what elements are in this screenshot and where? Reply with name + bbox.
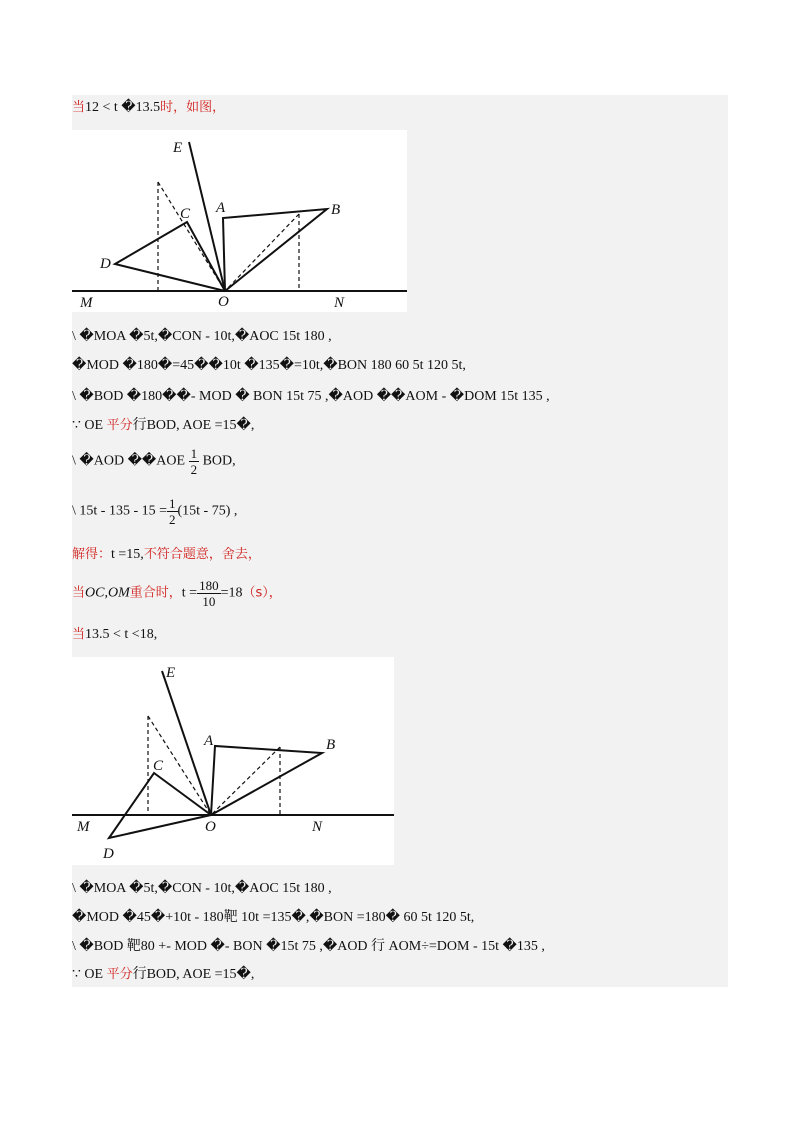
triangle-ocd <box>115 222 225 291</box>
label-d: D <box>100 256 111 272</box>
label-b: B <box>331 202 341 218</box>
case-header-1: 当12 < t �13.5时，如图， <box>72 100 226 115</box>
label-o: O <box>218 294 229 310</box>
label-a: A <box>204 733 214 749</box>
fraction-half: $\frac{1}{2}$ <box>190 446 198 477</box>
solution-line-8: 解得：t =15,不符合题意，舍去， <box>72 547 261 562</box>
label-e: E <box>173 140 183 156</box>
triangle-oab <box>211 746 322 815</box>
solution-line-9: 当OC,OM重合时，t = $\frac{180}{10}$ =18（s）， <box>72 578 282 609</box>
solution-line-5: ∵ OE 平分行BOD, AOE =15�, <box>72 418 255 433</box>
label-m: M <box>80 295 93 311</box>
label-n: N <box>334 295 345 311</box>
label-n: N <box>312 819 323 835</box>
label-c: C <box>180 206 191 222</box>
fraction-half: $\frac{1}{2}$ <box>169 496 176 527</box>
solution-line-12: �MOD �45�+10t - 180靶 10t =135�,�BON =180� 60 5t 120 5t, <box>72 910 475 925</box>
label-a: A <box>216 200 226 216</box>
label-e: E <box>166 665 176 681</box>
solution-line-3: �MOD �180�=45��10t �135�=10t,�BON 180 60 5t 120 5t, <box>72 358 466 373</box>
label-o: O <box>205 819 216 835</box>
solution-line-11: \ �MOA �5t,�CON - 10t,�AOC 15t 180 , <box>72 881 332 896</box>
fraction-180-10: $\frac{180}{10}$ <box>199 578 219 609</box>
label-c: C <box>153 758 164 774</box>
label-d: D <box>103 846 114 862</box>
solution-line-2: \ �MOA �5t,�CON - 10t,�AOC 15t 180 , <box>72 329 332 344</box>
solution-line-6: \ �AOD ��AOE $\frac{1}{2}$ BOD, <box>72 446 236 477</box>
geometry-figure-1 <box>72 130 407 312</box>
case-header-2: 当13.5 < t <18, <box>72 627 158 642</box>
triangle-oab <box>223 209 327 291</box>
ray-oe <box>189 142 225 291</box>
label-b: B <box>326 737 336 753</box>
label-m: M <box>77 819 90 835</box>
solution-line-7: \ 15t - 135 - 15 = $\frac{1}{2}$ (15t - 75) , <box>72 496 238 527</box>
solution-line-13: \ �BOD 靶80 +- MOD �- BON �15t 75 ,�AOD 行 AOM÷=DOM - 15t �135 , <box>72 939 545 954</box>
triangle-ocd <box>109 773 211 838</box>
geometry-figure-2 <box>72 657 394 865</box>
solution-line-4: \ �BOD �180��- MOD � BON 15t 75 ,�AOD ��AOM - �DOM 15t 135 , <box>72 389 550 404</box>
solution-line-14: ∵ OE 平分行BOD, AOE =15�, <box>72 967 255 982</box>
